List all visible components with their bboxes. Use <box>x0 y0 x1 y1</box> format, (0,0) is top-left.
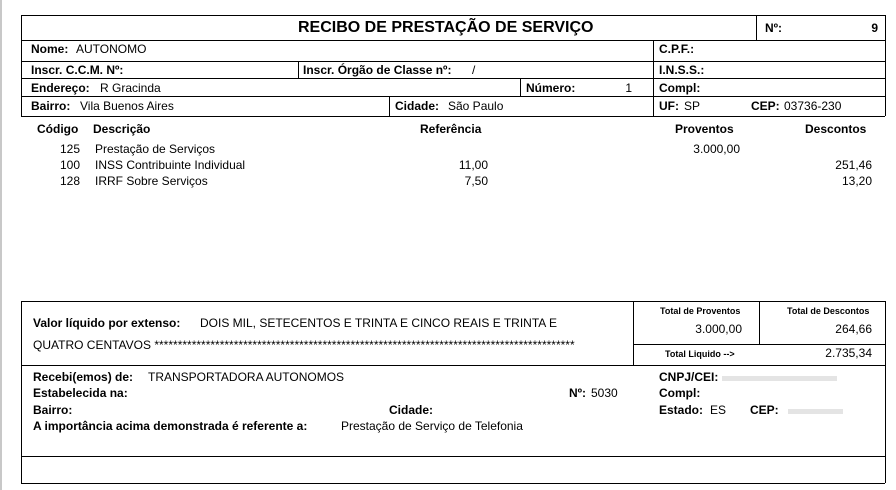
recebi-label: Recebi(emos) de: <box>33 370 134 384</box>
compl-label: Compl: <box>659 81 701 95</box>
nome-label: Nome: <box>31 42 69 56</box>
payer-numero-value: 5030 <box>591 386 618 400</box>
payer-cidade-label: Cidade: <box>389 403 434 417</box>
receipt-number-label: Nº: <box>765 21 783 35</box>
payer-cep-label: CEP: <box>750 403 779 417</box>
col-descricao-header: Descrição <box>93 122 151 136</box>
row-descricao: Prestação de Serviços <box>95 142 216 156</box>
cidade-value: São Paulo <box>448 99 504 113</box>
total-proventos-value: 3.000,00 <box>695 322 742 336</box>
total-descontos-label: Total de Descontos <box>787 306 870 316</box>
numero-value: 1 <box>625 81 632 95</box>
uf-label: UF: <box>659 99 679 113</box>
cidade-label: Cidade: <box>395 99 440 113</box>
row-descricao: IRRF Sobre Serviços <box>95 174 208 188</box>
col-referencia-header: Referência <box>420 122 482 136</box>
receipt-number-value: 9 <box>871 21 878 35</box>
cnpj-redacted <box>722 376 837 381</box>
endereco-value: R Gracinda <box>100 81 161 95</box>
uf-value: SP <box>684 99 701 113</box>
cnpj-label: CNPJ/CEI: <box>659 370 719 384</box>
row-codigo: 125 <box>59 142 80 156</box>
row-descricao: INSS Contribuinte Individual <box>95 158 246 172</box>
recebi-value: TRANSPORTADORA AUTONOMOS <box>148 370 345 384</box>
total-descontos-value: 264,66 <box>835 322 872 336</box>
bairro-label: Bairro: <box>31 99 71 113</box>
payer-cep-redacted <box>788 409 843 414</box>
col-codigo-header: Código <box>37 122 79 136</box>
extenso-label: Valor líquido por extenso: <box>33 316 181 330</box>
row-codigo: 100 <box>59 158 80 172</box>
estado-label: Estado: <box>659 403 704 417</box>
cpf-label: C.P.F.: <box>659 42 695 56</box>
row-referencia: 7,50 <box>464 174 488 188</box>
bairro-value: Vila Buenos Aires <box>80 99 174 113</box>
cep-label: CEP: <box>751 99 780 113</box>
estabelecida-label: Estabelecida na: <box>33 386 128 400</box>
inss-label: I.N.S.S.: <box>659 63 705 77</box>
cep-value: 03736-230 <box>784 99 842 113</box>
payer-compl-label: Compl: <box>659 386 701 400</box>
col-proventos-header: Proventos <box>675 122 734 136</box>
nome-value: AUTONOMO <box>76 42 147 56</box>
total-liquido-value: 2.735,34 <box>825 346 872 360</box>
orgao-value: / <box>472 63 476 77</box>
total-proventos-label: Total de Proventos <box>660 306 741 316</box>
endereco-label: Endereço: <box>31 81 90 95</box>
referente-label: A importância acima demonstrada é referente a: <box>33 419 308 433</box>
extenso-line2: QUATRO CENTAVOS ****************************************************************************************** <box>33 338 575 352</box>
row-codigo: 128 <box>59 174 80 188</box>
row-descontos: 251,46 <box>835 158 872 172</box>
row-proventos: 3.000,00 <box>693 142 740 156</box>
receipt-title: RECIBO DE PRESTAÇÃO DE SERVIÇO <box>298 19 594 36</box>
row-referencia: 11,00 <box>458 158 488 172</box>
estado-value: ES <box>710 403 727 417</box>
total-liquido-label: Total Liquido --> <box>665 349 735 359</box>
row-descontos: 13,20 <box>841 174 872 188</box>
numero-label: Número: <box>526 81 576 95</box>
orgao-label: Inscr. Órgão de Classe nº: <box>303 63 452 77</box>
referente-value: Prestação de Serviço de Telefonia <box>341 419 523 433</box>
payer-numero-label: Nº: <box>569 386 587 400</box>
payer-bairro-label: Bairro: <box>33 403 73 417</box>
left-edge <box>0 0 2 490</box>
ccm-label: Inscr. C.C.M. Nº: <box>31 63 124 77</box>
col-descontos-header: Descontos <box>805 122 867 136</box>
extenso-line1: DOIS MIL, SETECENTOS E TRINTA E CINCO REAIS E TRINTA E <box>200 316 557 330</box>
